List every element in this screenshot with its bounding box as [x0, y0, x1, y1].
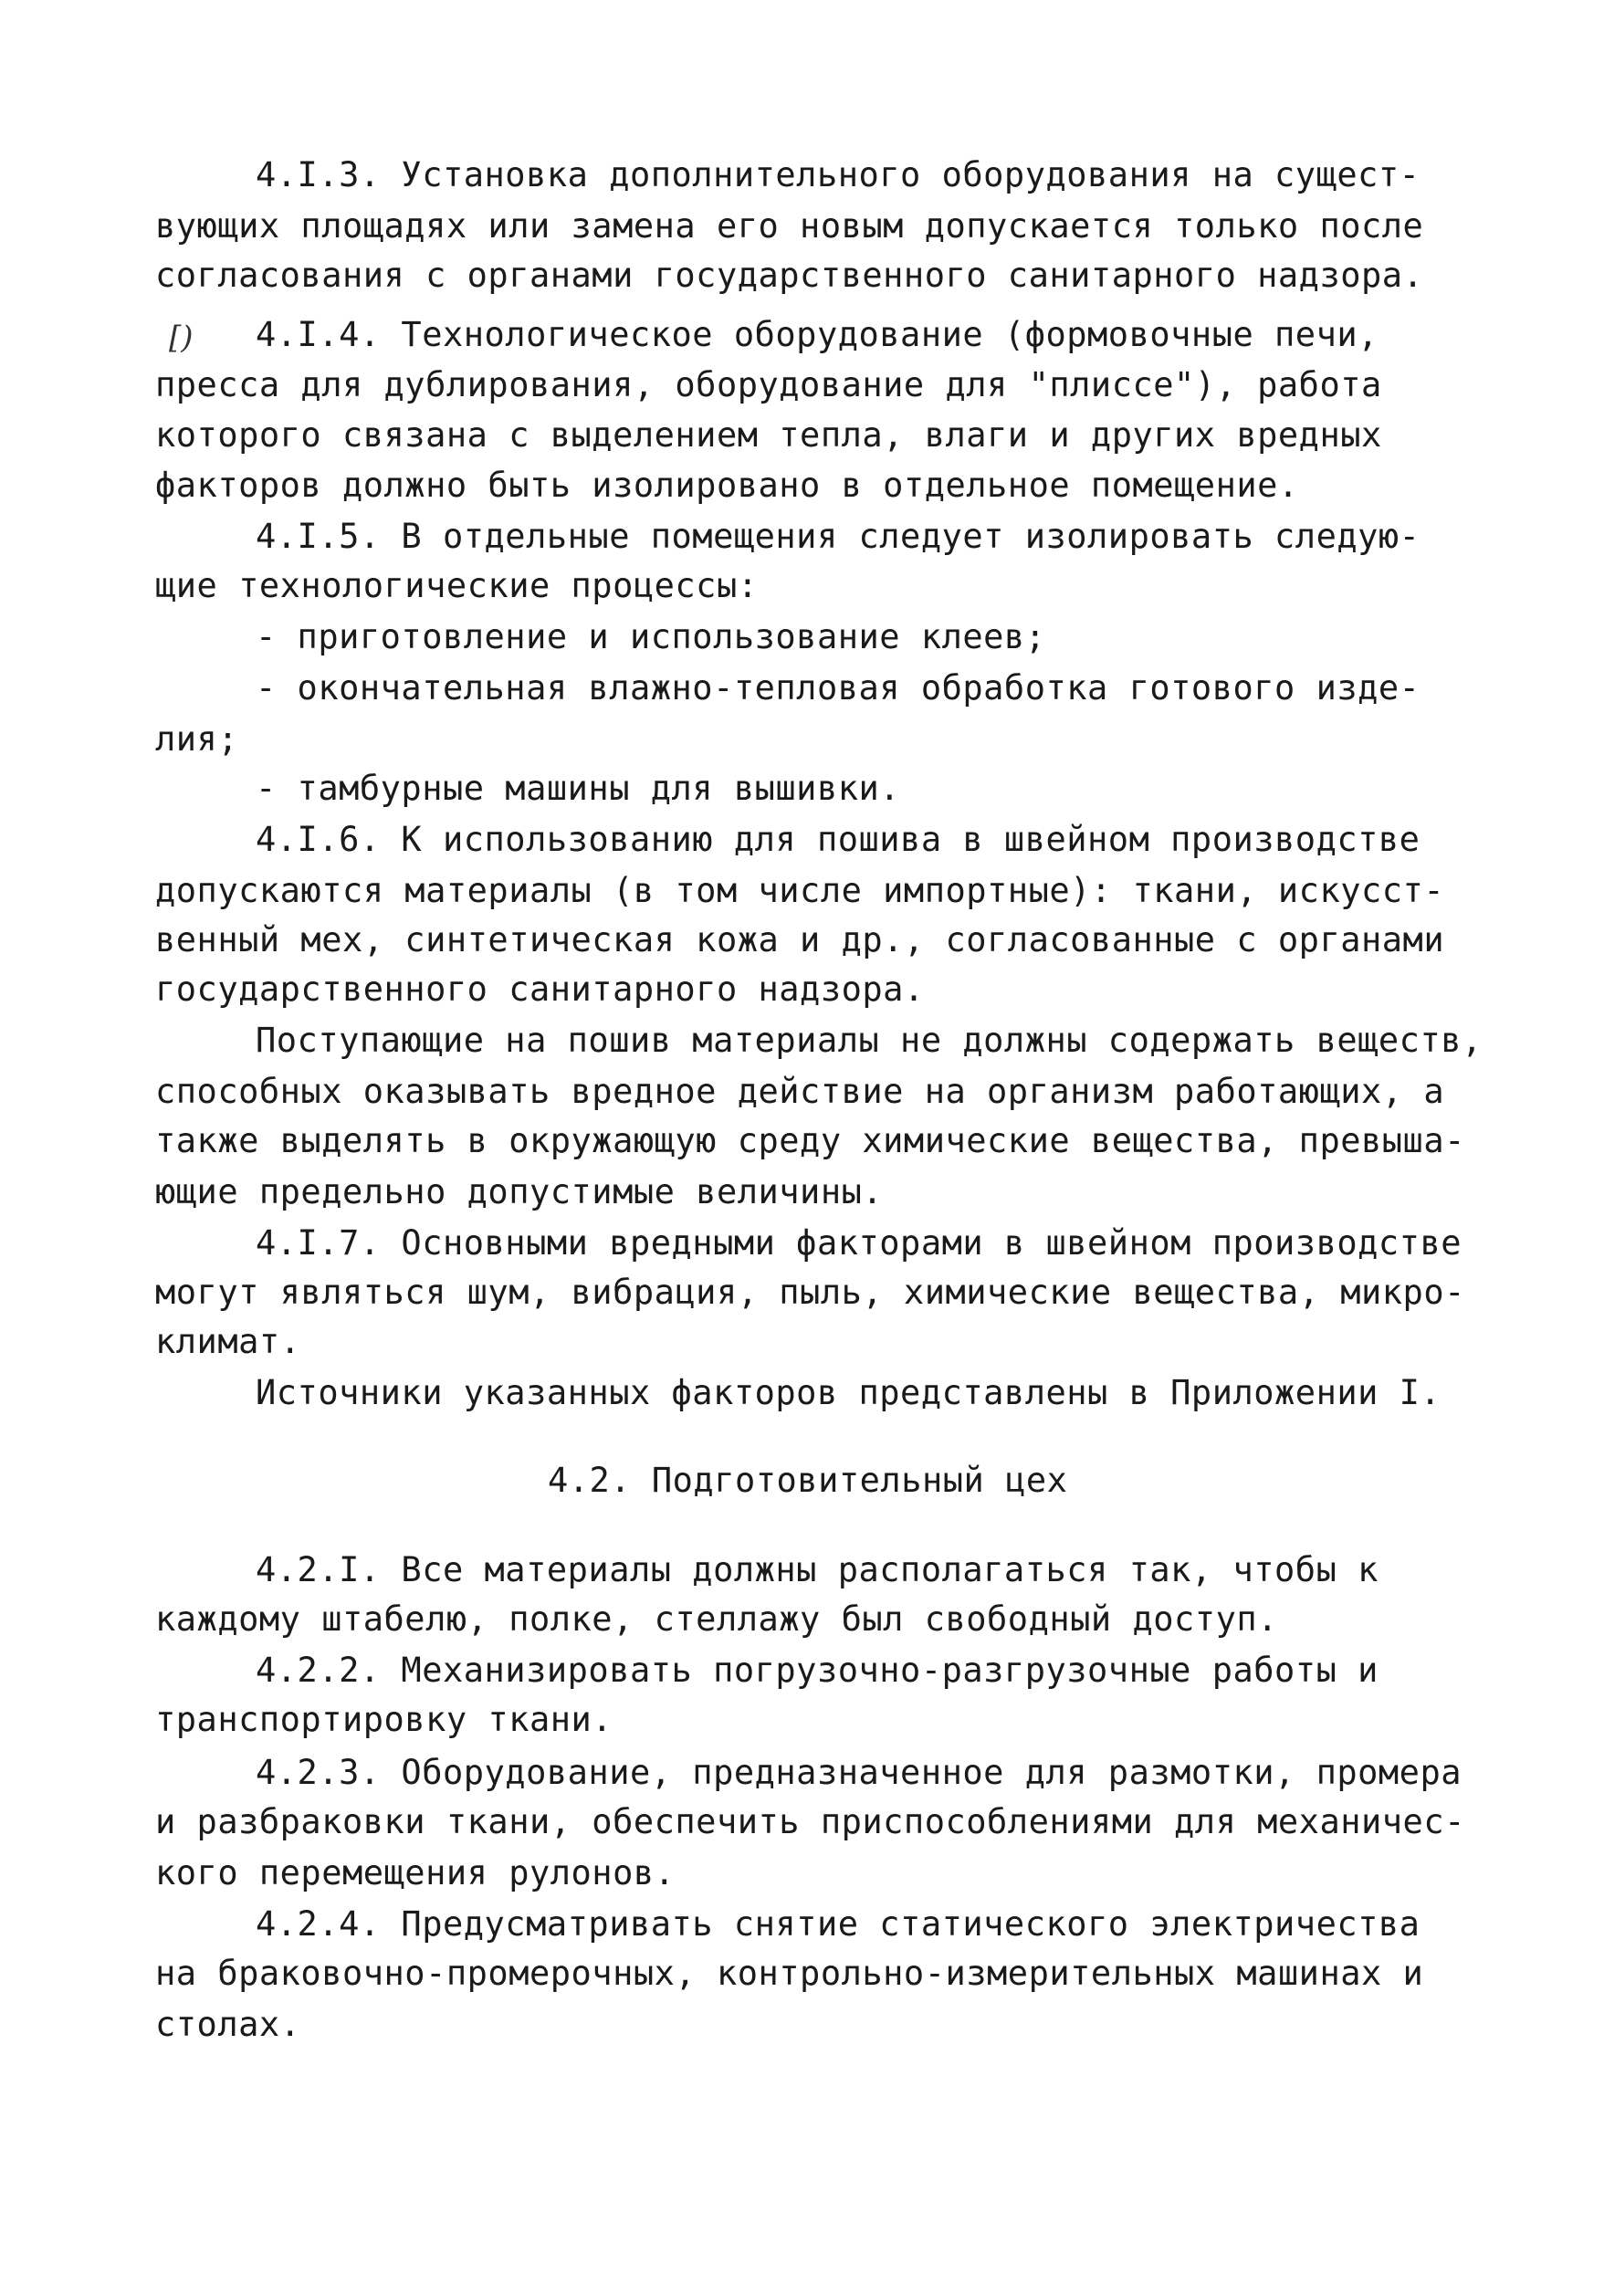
- text-line: Поступающие на пошив материалы не должны содержать веществ,: [256, 1021, 1483, 1060]
- text-line: на браковочно-промерочных, контрольно-измерительных машинах и: [155, 1954, 1424, 1993]
- text-line: ющие предельно допустимые величины.: [155, 1172, 884, 1211]
- section-title: 4.2. Подготовительный цех: [548, 1461, 1068, 1500]
- text-line: также выделять в окружающую среду химические вещества, превыша-: [155, 1121, 1465, 1160]
- text-line: каждому штабелю, полке, стеллажу был свободный доступ.: [155, 1599, 1278, 1639]
- text-line: 4.I.6. К использованию для пошива в швейном производстве: [256, 820, 1421, 859]
- text-line: - приготовление и использование клеев;: [256, 617, 1046, 656]
- text-line: допускаются материалы (в том числе импортные): ткани, искусст-: [155, 871, 1445, 910]
- text-line: и разбраковки ткани, обеспечить приспособлениями для механичес-: [155, 1802, 1465, 1841]
- text-line: государственного санитарного надзора.: [155, 970, 925, 1009]
- text-line: могут являться шум, вибрация, пыль, химические вещества, микро-: [155, 1273, 1465, 1312]
- text-line: - окончательная влажно-тепловая обработка готового изде-: [256, 668, 1421, 708]
- text-line: транспортировку ткани.: [155, 1700, 613, 1739]
- margin-mark: [): [169, 320, 194, 356]
- text-line: Источники указанных факторов представлены в Приложении I.: [256, 1373, 1442, 1412]
- text-line: которого связана с выделением тепла, влаги и других вредных: [155, 415, 1382, 455]
- text-line: лия;: [155, 719, 239, 759]
- text-line: 4.2.3. Оборудование, предназначенное для размотки, промера: [256, 1753, 1462, 1792]
- text-line: 4.2.I. Все материалы должны располагаться так, чтобы к: [256, 1550, 1379, 1589]
- text-line: способных оказывать вредное действие на организм работающих, а: [155, 1072, 1445, 1111]
- text-line: вующих площадях или замена его новым допускается только после: [155, 206, 1424, 246]
- text-line: 4.I.7. Основными вредными факторами в швейном производстве: [256, 1223, 1462, 1263]
- text-line: кого перемещения рулонов.: [155, 1853, 676, 1892]
- text-line: 4.I.5. В отдельные помещения следует изолировать следую-: [256, 517, 1421, 556]
- text-line: щие технологические процессы:: [155, 566, 759, 605]
- text-line: климат.: [155, 1322, 301, 1361]
- text-line: факторов должно быть изолировано в отдельное помещение.: [155, 466, 1299, 505]
- text-line: венный мех, синтетическая кожа и др., согласованные с органами: [155, 920, 1445, 959]
- text-line: - тамбурные машины для вышивки.: [256, 769, 901, 808]
- text-line: пресса для дублирования, оборудование для "плиссе"), работа: [155, 365, 1382, 404]
- text-line: 4.I.4. Технологическое оборудование (формовочные печи,: [256, 315, 1379, 354]
- text-line: столах.: [155, 2005, 301, 2044]
- text-line: 4.2.4. Предусматривать снятие статического электричества: [256, 1904, 1421, 1944]
- text-line: 4.2.2. Механизировать погрузочно-разгрузочные работы и: [256, 1651, 1379, 1690]
- text-line: согласования с органами государственного санитарного надзора.: [155, 256, 1424, 295]
- text-line: 4.I.3. Установка дополнительного оборудования на сущест-: [256, 155, 1421, 194]
